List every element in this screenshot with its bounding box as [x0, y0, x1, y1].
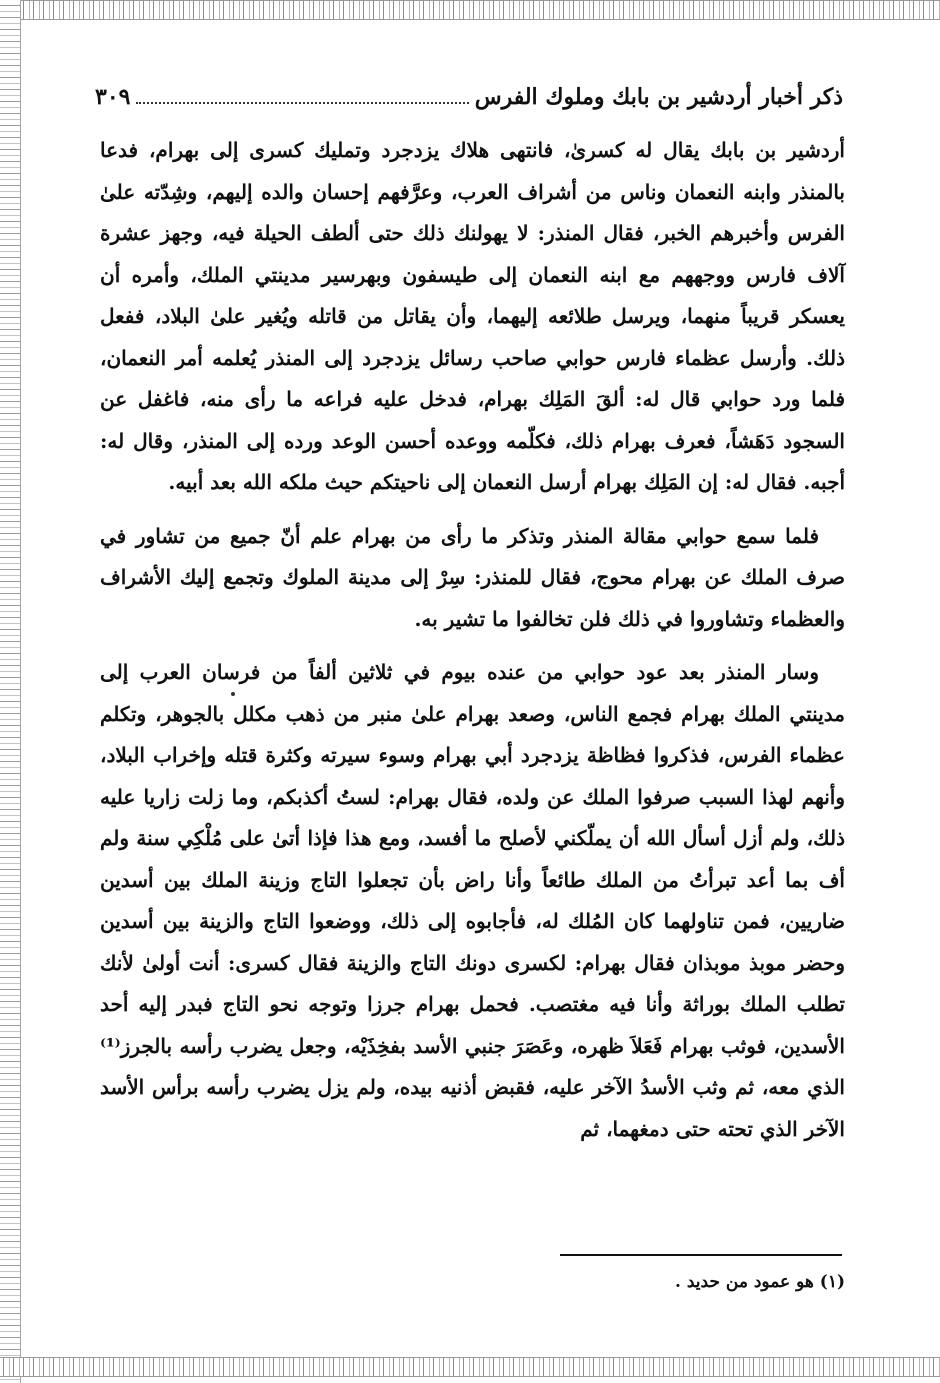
top-border-ornament — [0, 0, 940, 20]
left-border-ornament — [0, 0, 21, 1383]
body-text — [100, 130, 845, 1150]
header-dot-leader — [136, 86, 468, 104]
footnote: (١) هو عمود من حديد . — [675, 1272, 845, 1292]
page-number: ٣٠٩ — [95, 84, 131, 110]
header-title: ذكر أخبار أردشير بن بابك وملوك الفرس — [474, 84, 843, 110]
paragraph: فلما سمع حوابي مقالة المنذر وتذكر ما رأى من بهرام علم أنّ جميع من تشاور في صرف الملك عن بهرام محوج، فقال للمنذر: سِرْ إلى مدينة الملوك وتجمع إليك الأشراف والعظماء وتشاوروا في ذلك فلن تخالفوا ما تشير به. — [100, 523, 845, 631]
bottom-border-ornament — [0, 1357, 940, 1377]
running-header — [95, 84, 843, 118]
paragraph: أردشير بن بابك يقال له كسرىٰ، فانتهى هلاك يزدجرد وتمليك كسرى إلى بهرام، فدعا بالمنذر وابنه النعمان وناس من أشراف العرب، وعرَّفهم إحسان والده إليهم، وشِدّته علىٰ الفرس وأخبرهم الخبر، فقال المنذر: لا يهولنك ذلك حتى ألطف الحيلة فيه، وجهز عشرة آلاف فارس ووجههم مع ابنه النعمان إلى طيسفون وبهرسير مدينتي الملك، وأمره أن يعسكر قريباً منهما، ويرسل طلائعه إليهما، وأن يقاتل من قاتله ويُغير علىٰ البلاد، ففعل ذلك. وأرسل عظماء فارس حوابي صاحب رسائل يزدجرد إلى المنذر يُعلمه أمر النعمان، فلما ورد حوابي قال له: ألقَ المَلِك بهرام، فدخل عليه فراعه ما رأى منه، فاغفل عن السجود دَهَشاً، فعرف بهرام ذلك، فكلّمه ووعده أحسن الوعد ورده إلى المنذر، وقال له: أجبه. فقال له: إن المَلِك بهرام أرسل النعمان إلى ناحيتكم حيث ملكه الله بعد أبيه. — [100, 138, 845, 494]
paragraph: وسار المنذر بعد عود حوابي من عنده بيوم في ثلاثين ألفاً من فرسان العرب إلى مدينتي الملك بهرام فجمع الناس، وصعد بهرام علىٰ منبر من ذهب مكلل بالجوهر، وتكلم عظماء الفرس، فذكروا فظاظة يزدجرد أبي بهرام وسوء سيرته وكثرة قتله وإخراب البلاد، وأنهم لهذا السبب صرفوا الملك عن ولده، فقال بهرام: لستُ أكذبكم، وما زلت زاريا عليه ذلك، ولم أزل أسأل الله أن يملّكني لأصلح ما أفسد، ومع هذا فإذا أتىٰ على مُلْكِي سنة ولم أف بما أعد تبرأتُ من الملك طائعاً وأنا راض بأن تجعلوا التاج وزينة الملك بين أسدين ضاريين، فمن تناولهما كان المُلك له، فأجابوه إلى ذلك، ووضعوا التاج والزينة بين أسدين وحضر موبذ موبذان فقال بهرام: لكسرى دونك التاج والزينة فقال كسرى: أنت أولىٰ لأنك تطلب الملك بوراثة وأنا فيه مغتصب. فحمل بهرام جرزا وتوجه نحو التاج فبدر إليه أحد الأسدين، فوثب بهرام فَعَلاَ ظهره، وعَصَرَ جنبي الأسد بفخِذَيْه، وجعل يضرب رأسه بالجرز⁽¹⁾ الذي معه، ثم وثب الأسدُ الآخر عليه، فقبض أذنيه بيده، ولم يزل يضرب رأسه برأس الأسد الآخر الذي تحته حتى دمغهما، ثم — [100, 660, 845, 1141]
footnote-separator — [560, 1254, 842, 1256]
stray-dot — [231, 692, 235, 696]
